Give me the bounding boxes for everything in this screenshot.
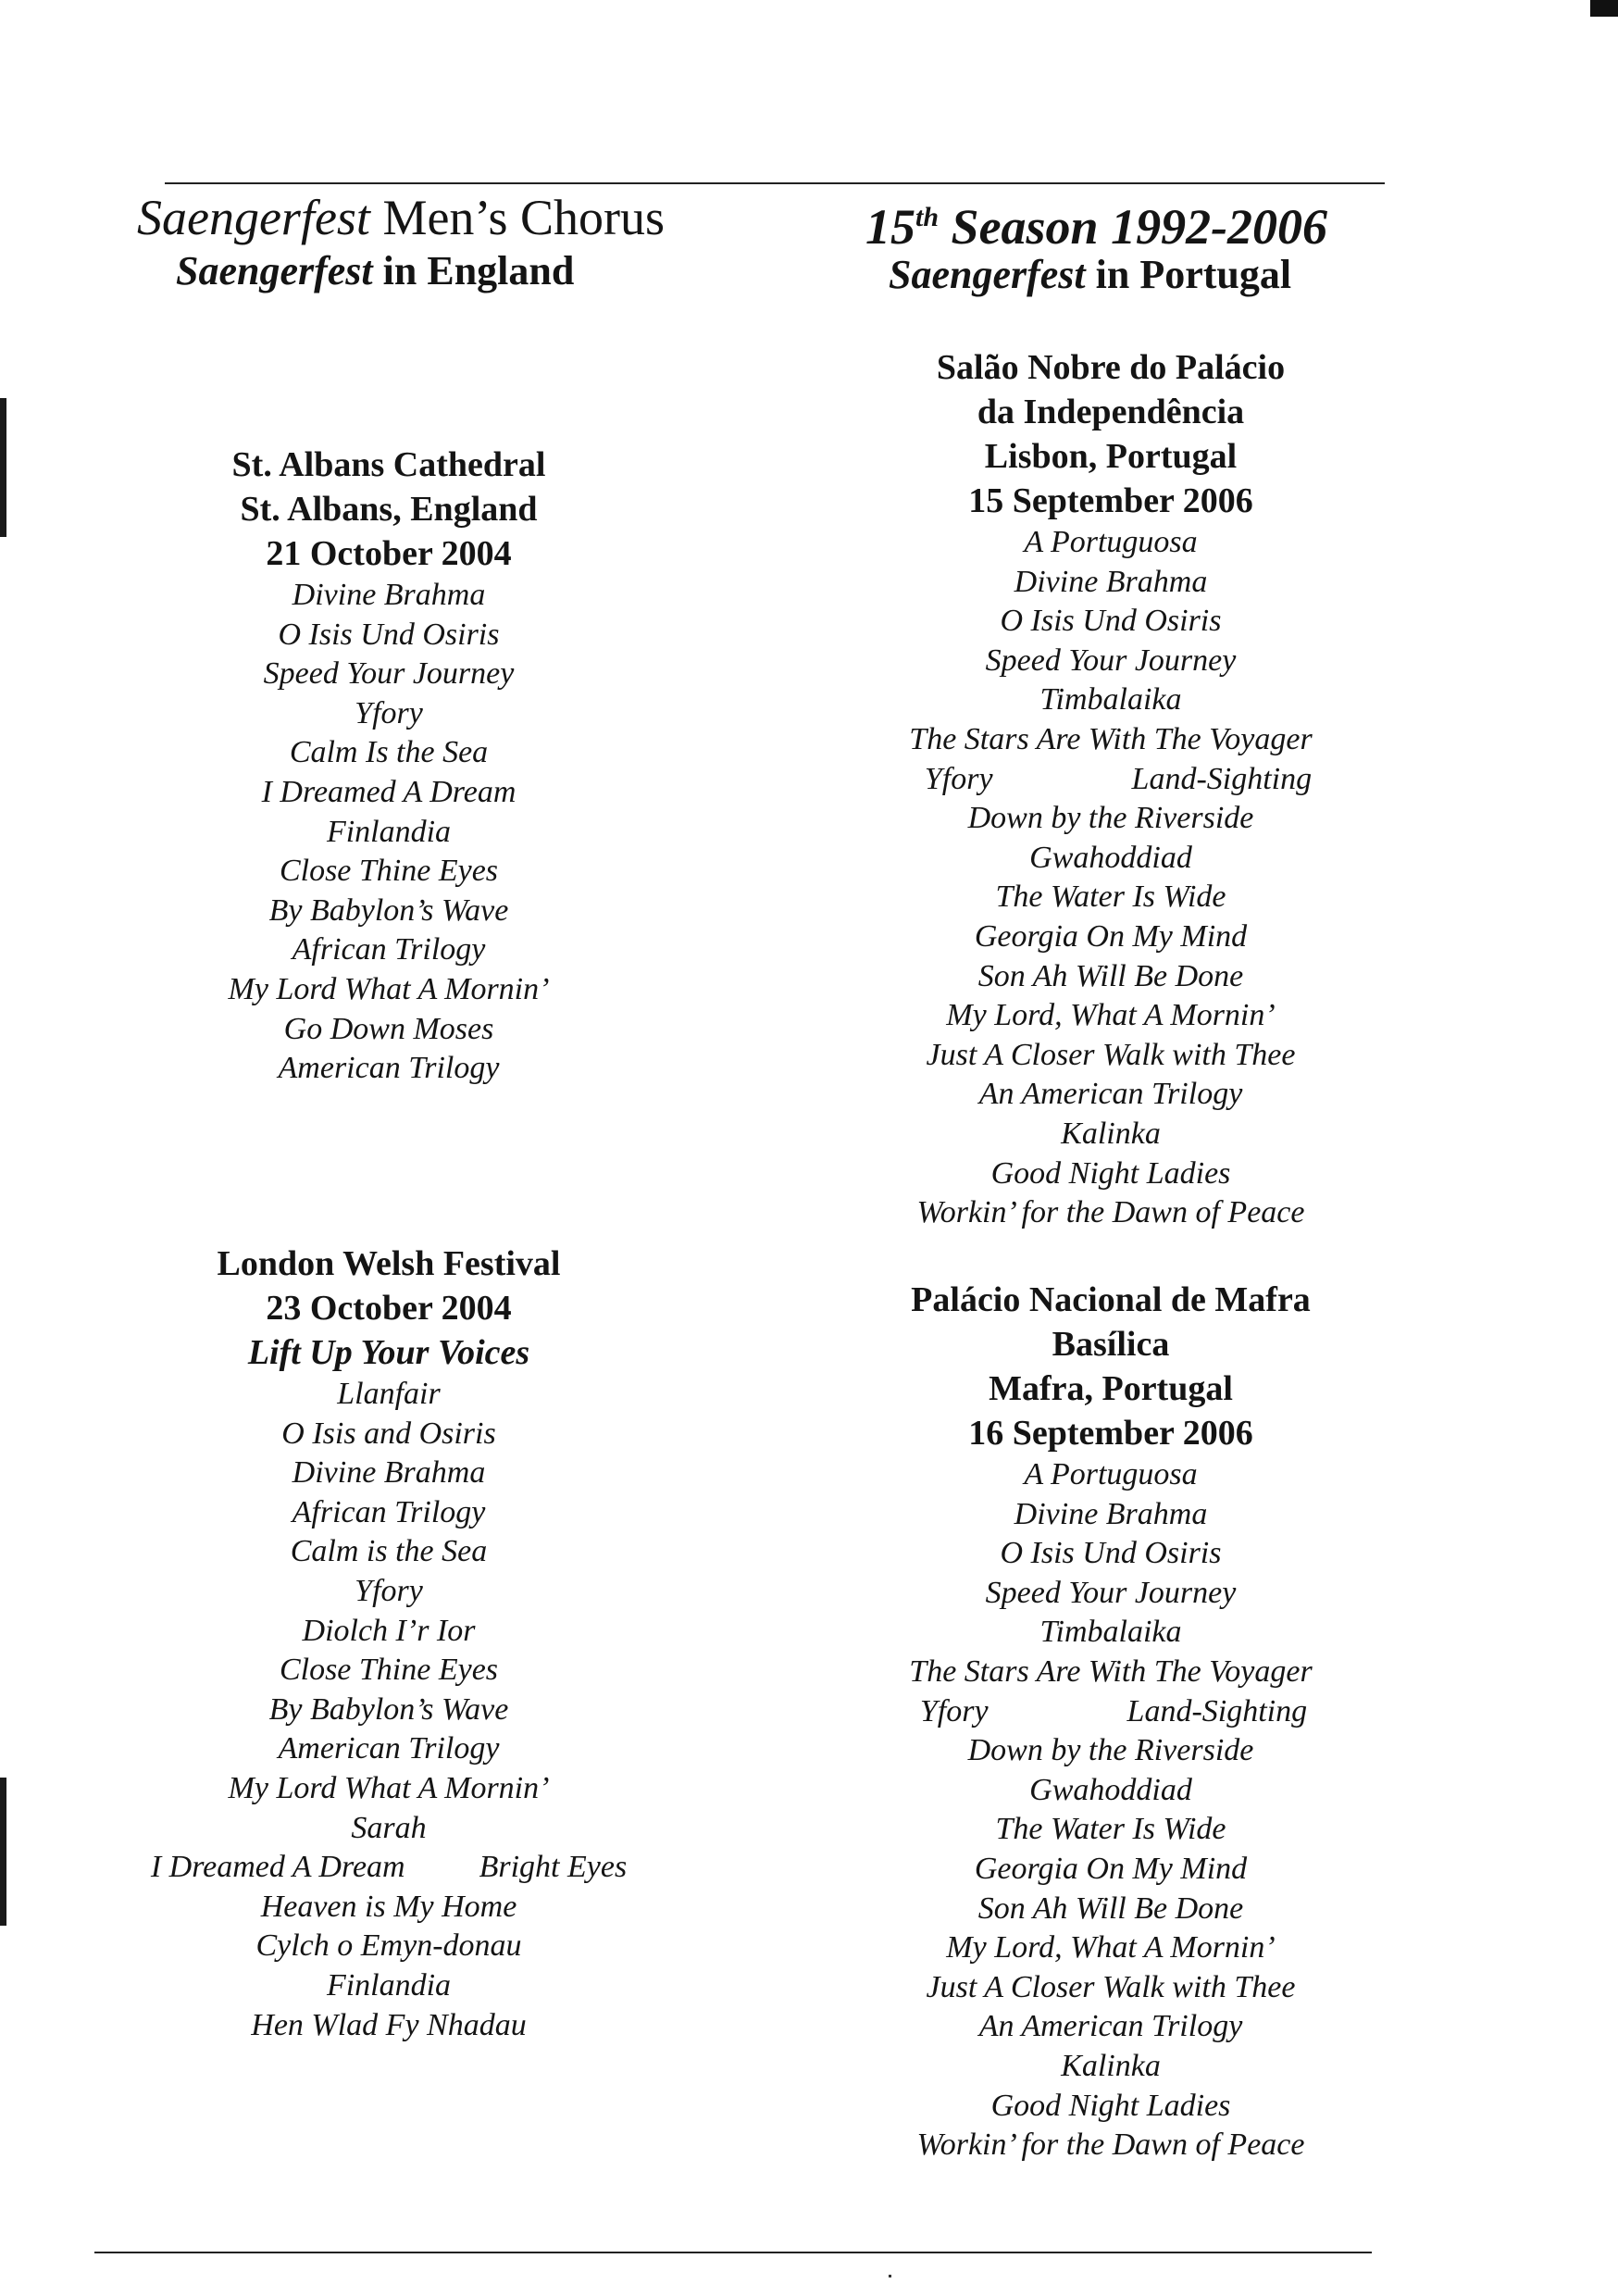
song-title: Divine Brahma	[1014, 1496, 1208, 1531]
venue-line: London Welsh Festival	[217, 1244, 561, 1283]
concert-date: 23 October 2004	[266, 1289, 512, 1328]
song-title: Georgia On My Mind	[974, 918, 1248, 954]
concert-date: 21 October 2004	[266, 534, 512, 573]
song-title: Speed Your Journey	[263, 656, 515, 692]
venue-line: Mafra, Portugal	[989, 1369, 1233, 1408]
song-title: Timbalaika	[1039, 682, 1182, 718]
venue-line: Basílica	[1052, 1325, 1170, 1364]
left-subtitle-rest: in England	[372, 248, 575, 293]
song-list	[93, 576, 685, 1089]
bottom-rule	[94, 2252, 1372, 2253]
top-rule	[165, 182, 1385, 184]
right-subtitle-em: Saengerfest	[889, 252, 1086, 297]
venue-line: Lisbon, Portugal	[984, 437, 1238, 476]
song-title: Son Ah Will Be Done	[977, 1890, 1244, 1926]
song-title: O Isis Und Osiris	[278, 617, 500, 652]
venue-line: St. Albans Cathedral	[231, 445, 546, 484]
song-title: An American Trilogy	[978, 2009, 1243, 2044]
song-title: O Isis Und Osiris	[1000, 604, 1222, 639]
song-title: My Lord What A Mornin’	[228, 1770, 550, 1805]
venue-line: Palácio Nacional de Mafra	[911, 1280, 1311, 1319]
song-title: Speed Your Journey	[985, 643, 1237, 678]
song-title: The Stars Are With The Voyager	[909, 721, 1313, 756]
song-title: American Trilogy	[278, 1051, 500, 1086]
song-title: O Isis and Osiris	[281, 1416, 496, 1451]
venue-line: St. Albans, England	[240, 490, 538, 529]
song-title: Divine Brahma	[292, 578, 486, 612]
song-pair	[93, 1848, 685, 1888]
song-title: Close Thine Eyes	[279, 854, 499, 889]
scan-binding-edge	[0, 1778, 6, 1926]
song-title: My Lord, What A Mornin’	[946, 998, 1276, 1033]
song-title: American Trilogy	[278, 1731, 500, 1766]
song-title: Land-Sighting	[1126, 1693, 1308, 1728]
song-title: Down by the Riverside	[967, 801, 1254, 836]
song-title: Timbalaika	[1039, 1615, 1182, 1650]
song-title: Yfory	[919, 1693, 989, 1728]
song-title: Calm Is the Sea	[289, 735, 489, 770]
season-number: 15	[865, 199, 915, 255]
left-header-title	[137, 190, 665, 245]
song-title: Go Down Moses	[283, 1011, 494, 1046]
song-title: The Water Is Wide	[995, 880, 1226, 915]
song-title: My Lord What A Mornin’	[228, 971, 550, 1006]
concert-st-albans	[93, 443, 685, 1089]
song-title: Yfory	[924, 761, 993, 796]
song-title: Down by the Riverside	[967, 1733, 1254, 1768]
song-title: Hen Wlad Fy Nhadau	[251, 2007, 527, 2042]
song-title: Heaven is My Home	[260, 1889, 517, 1924]
scan-speck	[889, 2275, 891, 2277]
song-title: Workin’ for the Dawn of Peace	[916, 2128, 1305, 2163]
season-span: Season 1992-2006	[939, 199, 1328, 255]
concert-lisbon	[815, 345, 1407, 1233]
song-title: Yfory	[355, 695, 423, 730]
song-title: I Dreamed A Dream	[261, 774, 517, 809]
scan-binding-edge	[0, 398, 6, 537]
song-pair	[815, 760, 1407, 800]
song-title: Land-Sighting	[1131, 761, 1313, 796]
song-title: African Trilogy	[292, 932, 486, 967]
left-header-rest: Men’s Chorus	[369, 190, 665, 245]
concert-date: 16 September 2006	[968, 1414, 1253, 1453]
song-title: By Babylon’s Wave	[268, 892, 509, 928]
song-title: Gwahoddiad	[1029, 840, 1192, 875]
concert-date: 15 September 2006	[968, 481, 1253, 520]
song-title: Son Ah Will Be Done	[977, 958, 1244, 993]
song-title: Speed Your Journey	[985, 1575, 1237, 1610]
song-title: Finlandia	[326, 814, 452, 849]
venue-line: da Independência	[977, 393, 1245, 431]
song-title: Yfory	[355, 1573, 423, 1608]
song-title: Kalinka	[1061, 2048, 1161, 2083]
concert-mafra	[815, 1278, 1407, 2165]
venue-line: Salão Nobre do Palácio	[936, 348, 1286, 387]
song-title: Calm is the Sea	[290, 1534, 488, 1569]
song-title: Bright Eyes	[479, 1850, 628, 1885]
song-title: Divine Brahma	[1014, 564, 1208, 599]
right-subtitle-rest: in Portugal	[1085, 252, 1292, 297]
song-title: Close Thine Eyes	[279, 1653, 499, 1688]
song-title: Diolch I’r Ior	[302, 1613, 476, 1648]
song-title: Divine Brahma	[292, 1455, 486, 1491]
song-title: Finlandia	[326, 1967, 452, 2003]
song-title: Cylch o Emyn-donau	[255, 1928, 522, 1964]
song-title: Gwahoddiad	[1029, 1772, 1192, 1807]
song-title: Workin’ for the Dawn of Peace	[916, 1195, 1305, 1230]
song-title: The Stars Are With The Voyager	[909, 1653, 1313, 1689]
song-title: By Babylon’s Wave	[268, 1691, 509, 1727]
song-title: I Dreamed A Dream	[150, 1850, 405, 1885]
concert-subtitle: Lift Up Your Voices	[247, 1333, 530, 1372]
song-title: An American Trilogy	[978, 1077, 1243, 1112]
right-header-title	[865, 190, 1327, 255]
song-title: Kalinka	[1061, 1116, 1161, 1151]
song-list	[815, 523, 1407, 1233]
left-subtitle-em: Saengerfest	[176, 248, 373, 293]
song-title: The Water Is Wide	[995, 1812, 1226, 1847]
song-title: My Lord, What A Mornin’	[946, 1930, 1276, 1965]
left-header-em: Saengerfest	[137, 190, 370, 245]
scan-corner-mark	[1590, 0, 1618, 17]
song-title: Sarah	[351, 1810, 427, 1845]
left-header-subtitle	[176, 248, 574, 294]
concert-london-welsh	[93, 1242, 685, 2045]
song-title: O Isis Und Osiris	[1000, 1536, 1222, 1571]
right-header-subtitle	[889, 252, 1291, 298]
song-title: A Portuguosa	[1024, 525, 1198, 559]
season-suffix: th	[915, 202, 940, 232]
song-title: A Portuguosa	[1024, 1457, 1198, 1491]
song-title: Just A Closer Walk with Thee	[926, 1969, 1296, 2004]
song-title: Good Night Ladies	[990, 1155, 1231, 1191]
song-list	[815, 1455, 1407, 2165]
song-title: Georgia On My Mind	[974, 1851, 1248, 1886]
song-title: Llanfair	[337, 1377, 441, 1411]
song-list	[93, 1375, 685, 2045]
song-title: African Trilogy	[292, 1494, 486, 1529]
song-pair	[815, 1692, 1407, 1732]
song-title: Just A Closer Walk with Thee	[926, 1037, 1296, 1072]
song-title: Good Night Ladies	[990, 2088, 1231, 2123]
